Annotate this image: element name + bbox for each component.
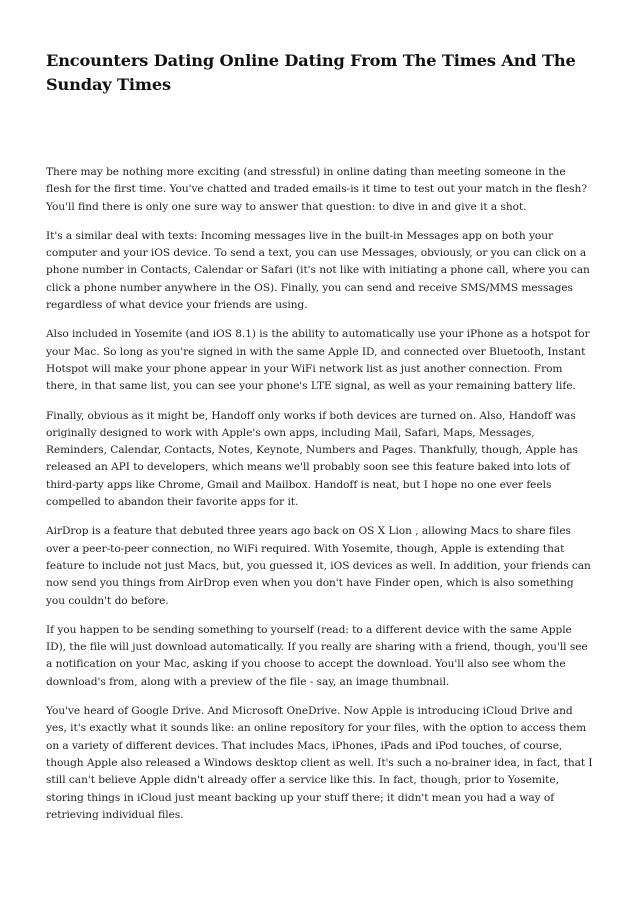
paragraph: Also included in Yosemite (and iOS 8.1) is the ability to automatically use your iPhone as a hotspot for your Mac. So long as you're signed in with the same Apple ID, and connected over Bluetooth, Instant Hotspot will make your phone appear in your WiFi network list as just another connection. From there, in that same list, you can see your phone's LTE signal, as well as your remaining battery life. <box>46 328 590 393</box>
paragraph: You've heard of Google Drive. And Microsoft OneDrive. Now Apple is introducing iCloud Drive and yes, it's exactly what it sounds like: an online repository for your files, with the option to access them on a variety of different devices. That includes Macs, iPhones, iPads and iPod touches, of course, though Apple also released a Windows desktop client as well. It's such a no-brainer idea, in fact, that I still can't believe Apple didn't already offer a service like this. In fact, though, prior to Yosemite, storing things in iCloud just meant backing up your stuff there; it didn't mean you had a way of retrieving individual files. <box>46 705 593 821</box>
paragraph: It's a similar deal with texts: Incoming messages live in the built-in Messages app on both your computer and your iOS device. To send a text, you can use Messages, obviously, or you can click on a phone number in Contacts, Calendar or Safari (it's not like with initiating a phone call, where you can click a phone number anywhere in the OS). Finally, you can send and receive SMS/MMS messages regardless of what device your friends are using. <box>46 229 590 312</box>
document-title: Encounters Dating Online Dating From The Times And The Sunday Times <box>46 51 576 94</box>
paragraph: AirDrop is a feature that debuted three years ago back on OS X Lion , allowing Macs to share files over a peer-to-peer connection, no WiFi required. With Yosemite, though, Apple is extending that feature to include not just Macs, but, you guessed it, iOS devices as well. In addition, your friends can now send you things from AirDrop even when you don't have Finder open, which is also something you couldn't do before. <box>46 525 591 607</box>
paragraph: If you happen to be sending something to yourself (read: to a different device with the same Apple ID), the file will just download automatically. If you really are sharing with a friend, though, you'll see a notification on your Mac, asking if you choose to accept the download. You'll also see whom the download's from, along with a preview of the file - say, an image thumbnail. <box>46 623 588 688</box>
paragraph: Finally, obvious as it might be, Handoff only works if both devices are turned on. Also, Handoff was originally designed to work with Apple's own apps, including Mail, Safari, Maps, Messages, Reminders, Calendar, Contacts, Notes, Keynote, Numbers and Pages. Thankfully, though, Apple has released an API to developers, which means we'll probably soon see this feature baked into lots of third-party apps like Chrome, Gmail and Mailbox. Handoff is neat, but I hope no one ever feels compelled to abandon their favorite apps for it. <box>46 409 578 509</box>
paragraph: There may be nothing more exciting (and stressful) in online dating than meeting someone in the flesh for the first time. You've chatted and traded emails-is it time to test out your match in the flesh? You'll find there is only one sure way to answer that question: to dive in and give it a shot. <box>46 166 587 213</box>
document-body <box>46 164 593 824</box>
